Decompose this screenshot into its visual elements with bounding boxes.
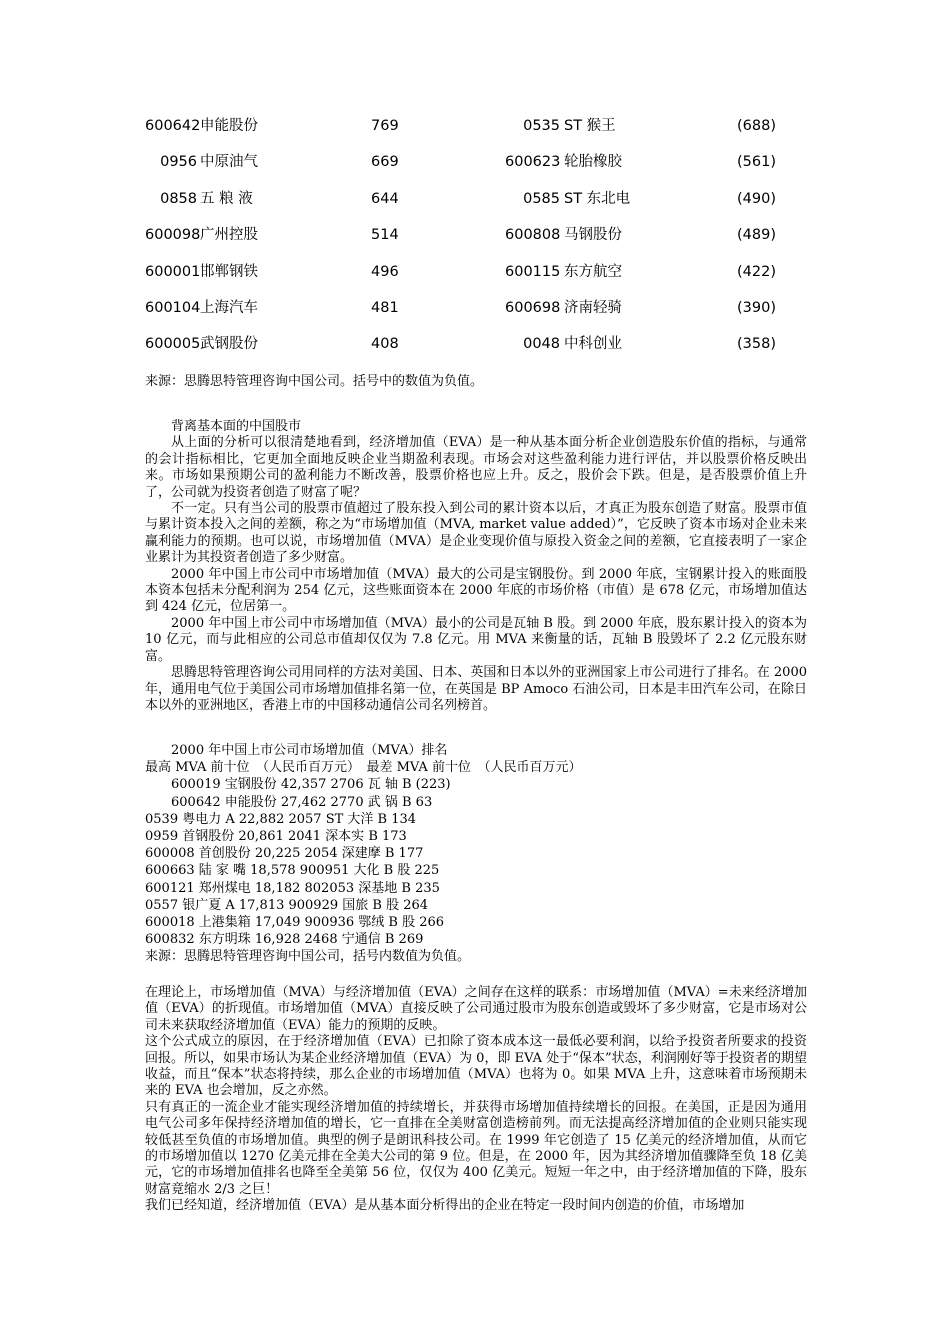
stock-value: (358) — [737, 336, 776, 353]
stock-name: 上海汽车 — [200, 299, 258, 316]
list-item: 600663 陆 家 嘴 18,578 900951 大化 B 股 225 — [145, 863, 440, 879]
stock-value: (561) — [737, 154, 776, 171]
stock-code: 0585 — [523, 190, 560, 207]
list-item: 600832 东方明珠 16,928 2468 宁通信 B 269 — [145, 932, 424, 948]
stock-value: (422) — [737, 263, 776, 280]
article-body-continued — [145, 985, 807, 1215]
stock-code: 0048 — [523, 336, 560, 353]
stock-value: (489) — [737, 227, 776, 244]
list-item: 0557 银广夏 A 17,813 900929 国旅 B 股 264 — [145, 897, 429, 913]
stock-name: 中科创业 — [564, 336, 622, 353]
section-title: 背离基本面的中国股市 — [171, 419, 302, 434]
table-row — [145, 225, 785, 261]
table-source-note: 来源：思腾思特管理咨询中国公司。括号中的数值为负值。 — [145, 374, 484, 389]
stock-value: 644 — [371, 190, 399, 207]
table-row — [145, 152, 785, 188]
stock-name: 济南轻骑 — [564, 299, 622, 316]
stock-name: 广州控股 — [200, 227, 258, 244]
paragraph: 我们已经知道，经济增加值（EVA）是从基本面分析得出的企业在特定一段时间内创造的价值，市场增加 — [145, 1198, 745, 1214]
stock-value: 408 — [371, 336, 399, 353]
table-row — [145, 262, 785, 298]
stock-name: 五 粮 液 — [200, 190, 253, 207]
stock-name: 东方航空 — [564, 263, 622, 280]
stock-code: 0858 — [160, 190, 197, 207]
paragraph: 在理论上，市场增加值（MVA）与经济增加值（EVA）之间存在这样的联系：市场增加值（MVA）=未来经济增加值（EVA）的折现值。市场增加值（MVA）直接反映了公司通过股市为股东创造或毁坏了多少财富，它是市场对公司未来获取经济增加值（EVA）能力的预期的反映。 — [145, 985, 807, 1033]
stock-code: 600698 — [505, 299, 561, 316]
mva-ranking-list — [145, 742, 807, 966]
stock-value: (490) — [737, 190, 776, 207]
stock-name: 邯郸钢铁 — [200, 263, 258, 280]
stock-code: 600001 — [145, 263, 201, 280]
list-item: 600018 上港集箱 17,049 900936 鄂绒 B 股 266 — [145, 915, 445, 931]
paragraph: 只有真正的一流企业才能实现经济增加值的持续增长，并获得市场增加值持续增长的回报。在美国，正是因为通用电气公司多年保持经济增加值的增长，它一直排在全美财富创造榜前列。而无法提高经济增加值的企业则只能实现较低甚至负值的市场增加值。典型的例子是朗讯科技公司。在 1999 年它创造了 15 亿美元的经济增加值，从而它的市场增加值以 1270 亿美元排在全美大公司的第 9 位。但是，在 2000 年，因为其经济增加值骤降至负 18 亿美元，它的市场增加值排名也降至全美第 56 位，仅仅为 400 亿美元。短短一年之中，由于经济增加值的下降，股东财富竟缩水 2/3 之巨！ — [145, 1099, 807, 1197]
stock-code: 600808 — [505, 227, 561, 244]
stock-value: (390) — [737, 299, 776, 316]
stock-code: 600642 — [145, 118, 201, 134]
stock-name: ST 猴王 — [564, 118, 616, 134]
list-item: 0959 首钢股份 20,861 2041 深本实 B 173 — [145, 829, 407, 845]
stock-name: ST 东北电 — [564, 190, 631, 207]
paragraph: 从上面的分析可以很清楚地看到，经济增加值（EVA）是一种从基本面分析企业创造股东价值的指标，与通常的会计指标相比，它更加全面地反映企业当期盈利表现。市场会对这些盈利能力进行评估，并以股票价格反映出来。市场如果预期公司的盈利能力不断改善，股票价格也应上升。反之，股价会下跌。但是，是否股票价值上升了，公司就为投资者创造了财富了呢？ — [145, 435, 807, 500]
stock-code: 0535 — [523, 118, 560, 134]
stock-value: 514 — [371, 227, 399, 244]
table-row — [145, 298, 785, 334]
stock-value: 496 — [371, 263, 399, 280]
stock-name: 马钢股份 — [564, 227, 622, 244]
stock-value: (688) — [737, 118, 776, 134]
ranking-source-note: 来源：思腾思特管理咨询中国公司，括号内数值为负值。 — [145, 949, 471, 965]
top-mva-table — [145, 116, 785, 371]
stock-name: 轮胎橡胶 — [564, 154, 622, 171]
paragraph: 这个公式成立的原因，在于经济增加值（EVA）已扣除了资本成本这一最低必要利润，以给予投资者所要求的投资回报。所以，如果市场认为某企业经济增加值（EVA）为 0，即 EVA 处于“保本”状态，利润刚好等于投资者的期望收益，而且“保本”状态将持续，那么企业的市场增加值（MVA）也将为 0。如果 MVA 上升，这意味着市场预期未来的 EVA 也会增加，反之亦然。 — [145, 1034, 807, 1099]
stock-code: 600104 — [145, 299, 201, 316]
stock-code: 600623 — [505, 154, 561, 171]
list-item: 600008 首创股份 20,225 2054 深建摩 B 177 — [145, 846, 424, 862]
list-item: 600642 申能股份 27,462 2770 武 锅 B 63 — [171, 794, 433, 810]
stock-value: 769 — [371, 118, 399, 134]
stock-name: 中原油气 — [200, 154, 258, 171]
table-row — [145, 116, 785, 152]
stock-code: 600005 — [145, 336, 201, 353]
stock-value: 481 — [371, 299, 399, 316]
stock-name: 申能股份 — [200, 118, 258, 134]
stock-code: 0956 — [160, 154, 197, 171]
article-body — [145, 419, 807, 714]
paragraph: 2000 年中国上市公司中市场增加值（MVA）最大的公司是宝钢股份。到 2000 年底，宝钢累计投入的账面股本资本包括未分配利润为 254 亿元，这些账面资本在 2000 年底的市场价格（市值）是 678 亿元，市场增加值达到 424 亿元，位居第一。 — [145, 566, 807, 615]
stock-name: 武钢股份 — [200, 336, 258, 353]
list-item: 0539 粤电力 A 22,882 2057 ST 大洋 B 134 — [145, 811, 417, 827]
ranking-title: 2000 年中国上市公司市场增加值（MVA）排名 — [171, 743, 448, 758]
paragraph: 不一定。只有当公司的股票市值超过了股东投入到公司的累计资本以后，才真正为股东创造了财富。股票市值与累计资本投入之间的差额，称之为“市场增加值（MVA, market value added）”，它反映了资本市场对企业未来赢利能力的预期。也可以说，市场增加值（MVA）是企业变现价值与原投入资金之间的差额，它直接表明了一家企业累计为其投资者创造了多少财富。 — [145, 501, 807, 566]
ranking-header: 最高 MVA 前十位 （人民币百万元） 最差 MVA 前十位 （人民币百万元） — [145, 760, 582, 776]
list-item: 600121 郑州煤电 18,182 802053 深基地 B 235 — [145, 880, 440, 896]
stock-code: 600098 — [145, 227, 201, 244]
stock-code: 600115 — [505, 263, 561, 280]
list-item: 600019 宝钢股份 42,357 2706 瓦 轴 B (223) — [171, 777, 451, 793]
paragraph: 思腾思特管理咨询公司用同样的方法对美国、日本、英国和日本以外的亚洲国家上市公司进行了排名。在 2000 年，通用电气位于美国公司市场增加值排名第一位，在英国是 BP Amoco 石油公司，日本是丰田汽车公司，在除日本以外的亚洲地区，香港上市的中国移动通信公司名列榜首。 — [145, 665, 807, 713]
paragraph: 2000 年中国上市公司中市场增加值（MVA）最小的公司是瓦轴 B 股。到 2000 年底，股东累计投入的资本为 10 亿元，而与此相应的公司总市值却仅仅为 7.8 亿元。用 MVA 来衡量的话，瓦轴 B 股毁坏了 2.2 亿元股东财富。 — [145, 615, 807, 664]
stock-value: 669 — [371, 154, 399, 171]
table-row — [145, 334, 785, 370]
table-row — [145, 189, 785, 225]
